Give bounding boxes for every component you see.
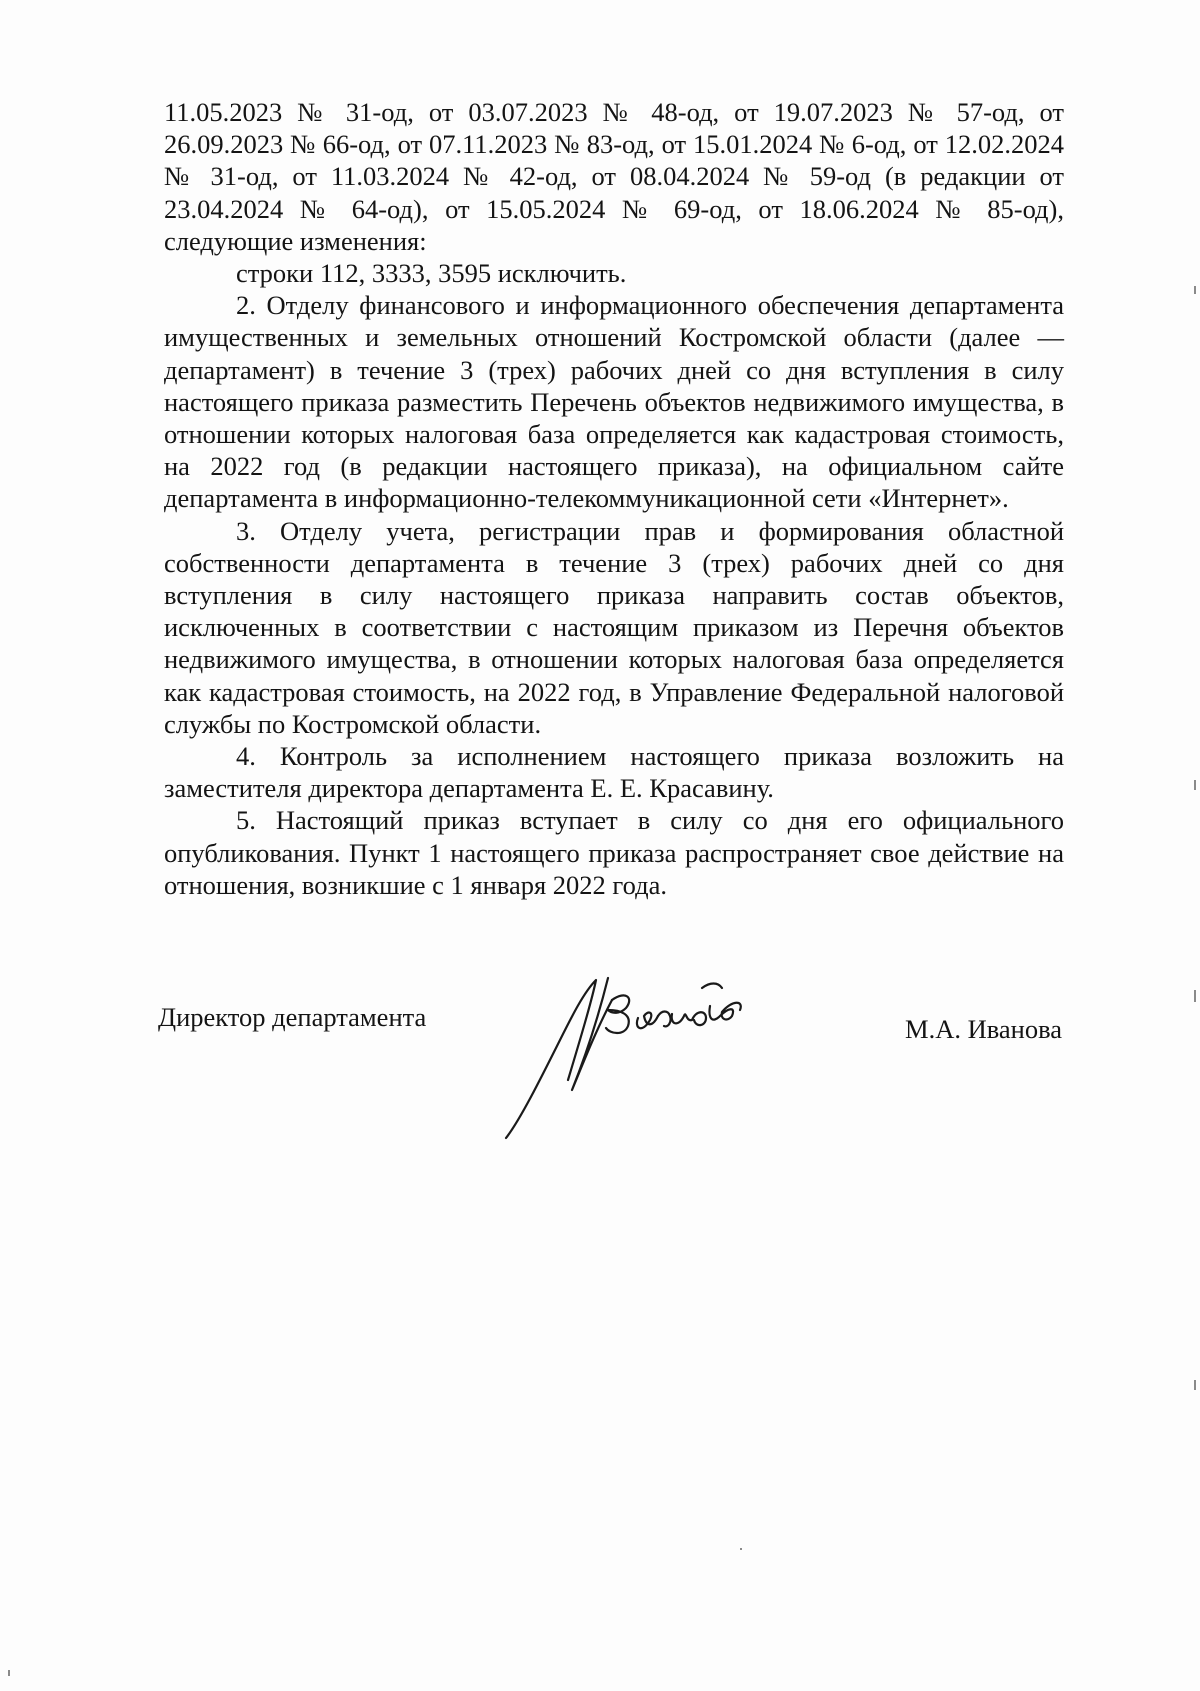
paragraph-rows-excluded: строки 112, 3333, 3595 исключить. [236,258,627,289]
scan-artifact [1194,1380,1196,1390]
scan-artifact [1194,286,1196,294]
signature-stroke [672,1014,692,1023]
scan-artifact [740,1548,742,1550]
signature-stroke [658,1012,671,1027]
paragraph-item-2: 2. Отделу финансового и информационного обеспечения департамента имущественных и земельных отношений Костромской области (далее — департамент) в течение 3 (трех) рабочих дней со дня вступления в силу настоящего приказа разместить Перечень объектов недвижимого имущества, в отношении которых налоговая база определяется как кадастровая стоимость, на 2022 год (в редакции настоящего приказа), на официальном сайте департамента в информационно-телекоммуникационной сети «Интернет». [164,290,1064,514]
paragraph-item-3: 3. Отделу учета, регистрации прав и формирования областной собственности департамента в течение 3 (трех) рабочих дней со дня вступления в силу настоящего приказа направить состав объектов, исключенных в соответствии с настоящим приказом из Перечня объектов недвижимого имущества, в отношении которых налоговая база определяется как кадастровая стоимость, на 2022 год, в Управление Федеральной налоговой службы по Костромской области. [164,515,1064,739]
paragraph-amendments-list: 11.05.2023 № 31-од, от 03.07.2023 № 48-од, от 19.07.2023 № 57-од, от 26.09.2023 № 66-од, от 07.11.2023 № 83-од, от 15.01.2024 № 6-од, от 12.02.2024 № 31-од, от 11.03.2024 № 42-од, от 08.04.2024 № 59-од (в редакции от 23.04.2024 № 64-од), от 15.05.2024 № 69-од, от 18.06.2024 № 85-од), следующие изменения: [164,97,1064,256]
signature-stroke [506,980,596,1138]
signature-stroke [637,1013,658,1029]
scan-artifact [1194,780,1196,790]
handwritten-signature [500,970,790,1150]
signature-stroke [702,984,722,989]
paragraph-item-5: 5. Настоящий приказ вступает в силу со дня его официального опубликования. Пункт 1 настоящего приказа распространяет свое действие на отношения, возникшие с 1 января 2022 года. [164,805,1064,900]
signature-stroke [606,995,629,1033]
scan-artifact [8,1670,10,1676]
signature-stroke [709,1003,740,1020]
scan-artifact [1194,990,1196,1002]
paragraph-item-4: 4. Контроль за исполнением настоящего приказа возложить на заместителя директора департамента Е. Е. Красавину. [164,741,1064,804]
signature-stroke [692,1012,706,1025]
document-body [164,96,1064,901]
signatory-title: Директор департамента [158,1002,427,1032]
signatory-name: М.А. Иванова [905,1014,1062,1044]
